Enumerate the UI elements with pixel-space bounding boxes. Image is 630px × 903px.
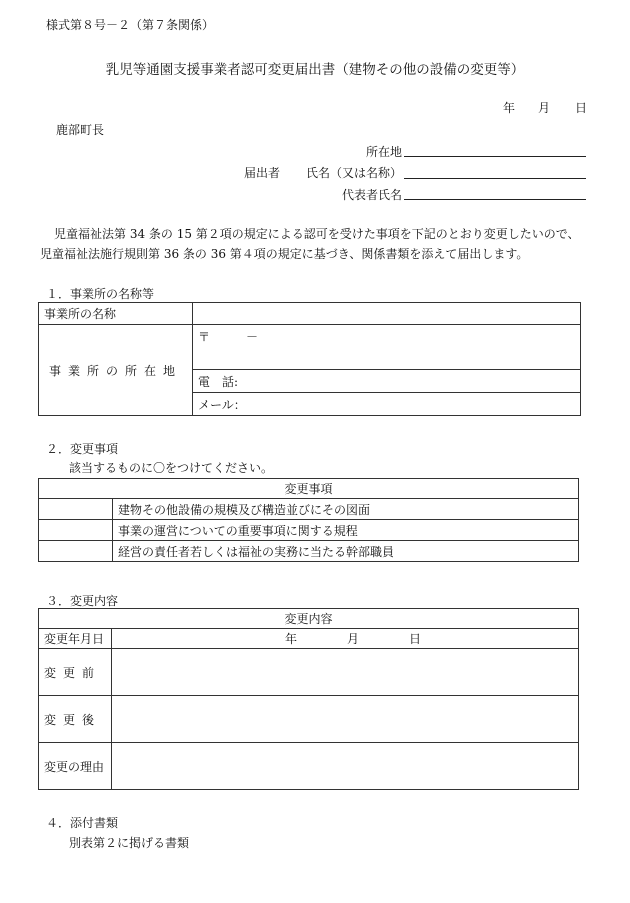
date-day: 日 — [575, 101, 588, 115]
change-date-month: 月 — [347, 632, 360, 646]
section3-heading: ３．変更内容 — [46, 594, 119, 608]
body-line-1: 児童福祉法第 34 条の 15 第２項の規定による認可を受けた事項を下記のとおり変更したいので、 — [54, 227, 580, 241]
reason-label: 変更の理由 — [39, 743, 112, 790]
addressee: 鹿部町長 — [56, 123, 105, 137]
representative-label: 代表者氏名 — [342, 188, 403, 202]
change-content-header: 変更内容 — [39, 609, 579, 629]
phone-field[interactable]: 電 話: — [193, 370, 581, 393]
facility-table — [38, 302, 581, 416]
section1-heading: １．事業所の名称等 — [46, 287, 155, 301]
submitter-label: 届出者 — [244, 166, 281, 180]
change-item-3: 経営の責任者若しくは福祉の実務に当たる幹部職員 — [113, 541, 579, 562]
page-title: 乳児等通園支援事業者認可変更届出書（建物その他の設備の変更等） — [105, 62, 525, 78]
address-label: 所在地 — [366, 145, 403, 159]
change-content-table — [38, 608, 579, 790]
change-items-table — [38, 478, 579, 562]
change-item-mark-2[interactable] — [39, 520, 113, 541]
reason-field[interactable] — [112, 743, 579, 790]
postal-field[interactable]: 〒 － — [193, 325, 581, 370]
change-date-label: 変更年月日 — [39, 629, 112, 649]
change-item-mark-1[interactable] — [39, 499, 113, 520]
name-field[interactable] — [404, 178, 586, 179]
change-item-1: 建物その他設備の規模及び構造並びにその図面 — [113, 499, 579, 520]
change-date-field[interactable] — [112, 629, 579, 649]
section2-instruction: 該当するものに〇をつけてください。 — [69, 461, 274, 475]
before-label: 変更前 — [39, 649, 112, 696]
after-label: 変更後 — [39, 696, 112, 743]
section4-heading: ４．添付書類 — [46, 816, 119, 830]
facility-address-label: 事業所の所在地 — [39, 325, 193, 416]
section2-heading: ２．変更事項 — [46, 442, 119, 456]
date-year: 年 — [503, 101, 516, 115]
change-date-year: 年 — [285, 632, 298, 646]
email-field[interactable]: メール： — [193, 393, 581, 416]
body-line-2: 児童福祉法施行規則第 36 条の 36 第４項の規定に基づき、関係書類を添えて届出します。 — [40, 247, 529, 261]
name-label: 氏名（又は名称） — [306, 166, 403, 180]
date-month: 月 — [538, 101, 551, 115]
section4-text: 別表第２に掲げる書類 — [69, 836, 190, 850]
before-field[interactable] — [112, 649, 579, 696]
address-field[interactable] — [404, 156, 586, 157]
form-number: 様式第８号－２（第７条関係） — [46, 18, 215, 32]
facility-name-field[interactable] — [193, 303, 581, 325]
change-date-day: 日 — [409, 632, 422, 646]
facility-name-label: 事業所の名称 — [39, 303, 193, 325]
change-item-2: 事業の運営についての重要事項に関する規程 — [113, 520, 579, 541]
change-items-header: 変更事項 — [39, 479, 579, 499]
representative-field[interactable] — [404, 199, 586, 200]
change-item-mark-3[interactable] — [39, 541, 113, 562]
after-field[interactable] — [112, 696, 579, 743]
